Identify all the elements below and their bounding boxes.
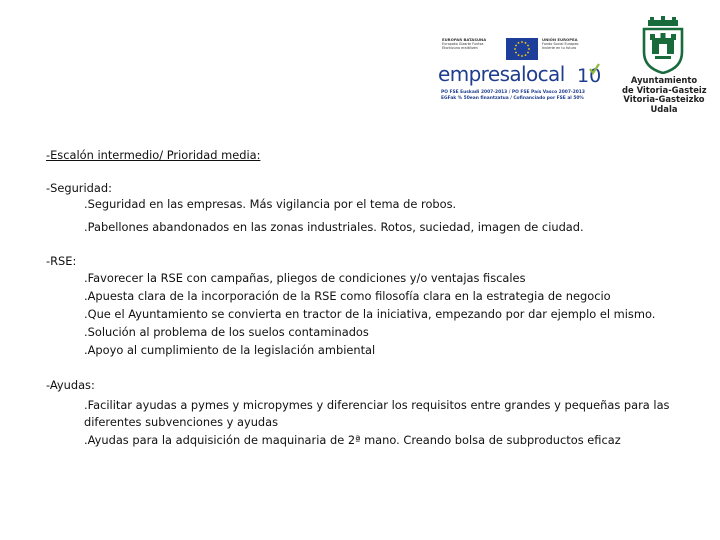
ayuntamiento-line-2: de Vitoria-Gasteiz bbox=[622, 84, 707, 95]
list-item: .Facilitar ayudas a pymes y micropymes y diferenciar los requisitos entre grandes y pequeñas para las bbox=[84, 398, 670, 412]
ayuntamiento-line-1: Ayuntamiento bbox=[630, 75, 698, 85]
brand-number: 10 bbox=[577, 65, 602, 87]
list-item: .Apuesta clara de la incorporación de la RSE como filosofía clara en la estrategia de negocio bbox=[84, 289, 611, 303]
list-item: .Apoyo al cumplimiento de la legislación ambiental bbox=[84, 343, 376, 357]
section-heading-rse: -RSE: bbox=[46, 254, 77, 268]
brand-name: empresalocal bbox=[438, 62, 565, 86]
eu-right-line-2: Fondo Social Europeo bbox=[542, 42, 579, 47]
list-item: .Solución al problema de los suelos contaminados bbox=[84, 325, 369, 339]
eu-right-line-3: Invierte en tu futuro bbox=[542, 46, 577, 51]
list-item: .Que el Ayuntamiento se convierta en tractor de la iniciativa, empezando por dar ejemplo el mismo. bbox=[84, 307, 656, 321]
fund-line-2: EGFak % 50ean finantzatua / Cofinanciado por FSE al 50% bbox=[441, 96, 584, 102]
list-item: .Ayudas para la adquisición de maquinaria de 2ª mano. Creando bolsa de subproductos eficaz bbox=[84, 433, 621, 447]
eu-left-line-1: EUROPAR BATASUNA bbox=[442, 37, 487, 42]
document-title: -Escalón intermedio/ Prioridad media: bbox=[46, 148, 261, 162]
ayuntamiento-line-3: Vitoria-Gasteizko bbox=[623, 94, 705, 104]
ayuntamiento-line-4: Udala bbox=[650, 103, 678, 114]
eu-funding-row bbox=[442, 38, 602, 62]
list-item: diferentes subvenciones y ayudas bbox=[84, 415, 279, 429]
eu-left-line-2: Europako Gizarte Funtsa bbox=[442, 42, 484, 47]
empresalocal-logo-banner bbox=[438, 34, 608, 112]
ayuntamiento-name bbox=[622, 76, 706, 114]
fund-line-1: PO FSE Euskadi 2007-2013 / PO FSE País Vasco 2007-2013 bbox=[441, 90, 585, 95]
list-item: .Pabellones abandonados en las zonas industriales. Rotos, suciedad, imagen de ciudad. bbox=[84, 220, 584, 234]
list-item: .Favorecer la RSE con campañas, pliegos de condiciones y/o ventajas fiscales bbox=[84, 271, 526, 285]
eu-flag-icon bbox=[506, 38, 538, 60]
brand-number-logo bbox=[576, 61, 602, 87]
ayuntamiento-crest-icon bbox=[640, 16, 686, 74]
list-item: .Seguridad en las empresas. Más vigilancia por el tema de robos. bbox=[84, 197, 457, 211]
section-heading-seguridad: -Seguridad: bbox=[46, 181, 112, 195]
section-heading-ayudas: -Ayudas: bbox=[46, 378, 95, 392]
eu-left-line-3: Etorkizuna eraikitzen bbox=[442, 46, 478, 51]
eu-text-basque bbox=[442, 38, 486, 51]
fund-lines bbox=[441, 90, 607, 102]
eu-right-line-1: UNIÓN EUROPEA bbox=[542, 37, 578, 42]
eu-text-spanish bbox=[542, 38, 579, 51]
